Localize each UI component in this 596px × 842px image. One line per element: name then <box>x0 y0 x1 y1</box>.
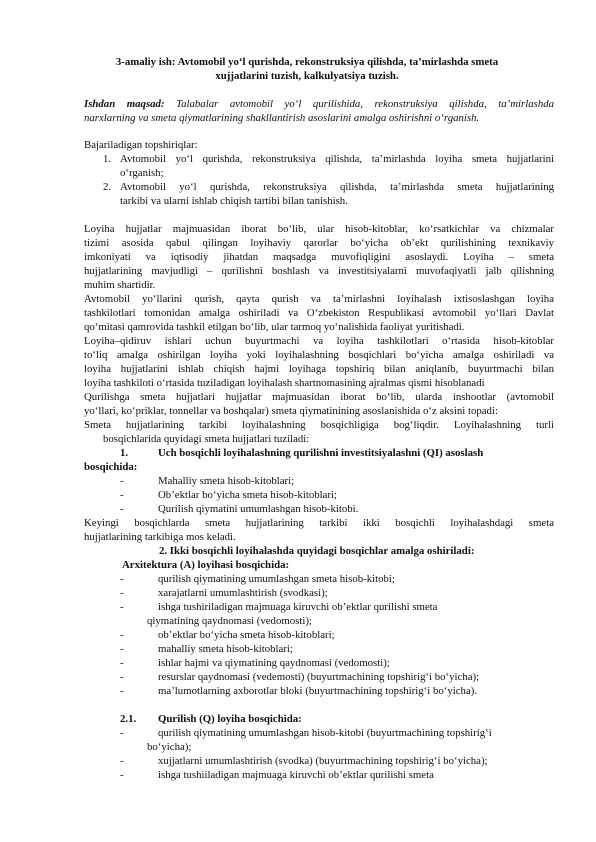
s2-item-6: ishlar hajmi va qiymatining qaydnomasi (vedomosti); <box>158 657 390 669</box>
sub21-item-3-dash: - <box>120 769 124 781</box>
s2-item-3-dash: - <box>120 601 124 613</box>
goal-line-1 <box>84 98 554 111</box>
para2-line-3: qo‘mitasi qamrovida tashkil etilgan bo‘lib, ular tarmoq yo‘nalishida faoliyat yuritishadi. <box>84 321 465 333</box>
goal-text: Talabalar avtomobil yo‘l qurilishida, rekonstruksiya qilishda, ta’mirlashda <box>176 98 555 110</box>
task-2-number: 2. <box>103 181 112 193</box>
section1-item-2: Ob’ektlar bo‘yicha smeta hisob-kitoblari; <box>158 489 337 501</box>
para1-line-3: imkoniyati va iqtisodiy jihatdan maqsadga muvofiqligini asoslaydi. Loyiha – smeta <box>84 251 554 263</box>
title-line-2: xujjatlarini tuzish, kalkulyatsiya tuzish. <box>215 70 399 82</box>
para5-line-1: Smeta hujjatlarining tarkibi loyihalashning bosqichligiga bog‘liqdir. Loyihalashning turli <box>84 419 554 431</box>
para2-line-1: Avtomobil yo‘llarini qurish, qayta qurish va ta’mirlashni loyihalash ixtisoslashgan loyiha <box>84 293 554 305</box>
para4-line-2: yo‘llari, ko‘priklar, tonnellar va boshqalar) smeta qiymatinining asoslanishida o‘z aksini topadi: <box>84 405 498 417</box>
s2-item-2: xarajatlarni umumlashtirish (svodkasi); <box>158 587 328 599</box>
section1-item-1: Mahalliy smeta hisob-kitoblari; <box>158 475 295 487</box>
s2-item-5-dash: - <box>120 643 124 655</box>
section1-item-1-dash: - <box>120 475 124 487</box>
para3-line-1: Loyiha–qidiruv ishlari uchun buyurtmachi va loyiha tashkilotlari o‘rtasida hisob-kitoblar <box>84 335 554 347</box>
s2-item-4: ob’ektlar bo‘yicha smeta hisob-kitoblari; <box>158 629 335 641</box>
section1-title-line-2: bosqichida: <box>84 461 138 473</box>
sub21-item-2: xujjatlarni umumlashtirish (svodka) (buyurtmachining topshirig‘i bo‘yicha); <box>158 755 488 767</box>
tasks-heading: Bajariladigan topshiriqlar: <box>84 139 198 151</box>
s2-item-5: mahalliy smeta hisob-kitoblari; <box>158 643 293 655</box>
s2-item-2-dash: - <box>120 587 124 599</box>
s2-item-3-line-2: qiymatining qaydnomasi (vedomosti); <box>147 615 312 627</box>
para6-line-1: Keyingi bosqichlarda smeta hujjatlarining tarkibi ikki bosqichli loyihalashdagi smeta <box>84 517 554 529</box>
sub21-item-3: ishga tushiiladigan majmuaga kiruvchi ob’ektlar qurilishi smeta <box>158 769 434 781</box>
task-1-number: 1. <box>103 153 112 165</box>
section1-title-line-1: Uch bosqichli loyihalashning qurilishni investitsiyalashni (QI) asoslash <box>158 447 484 459</box>
sub21-item-1-line-1: qurilish qiymatining umumlashgan hisob-kitobi (buyurtmachining topshirig‘i <box>158 727 492 739</box>
section1-item-3-dash: - <box>120 503 124 515</box>
section2-sub-a: Arxitektura (A) loyihasi bosqichida: <box>122 559 290 571</box>
s2-item-7: resurslar qaydnomasi (vedemosti) (buyurtmachining topshirig‘i bo‘yicha); <box>158 671 480 683</box>
goal-line-2: narxlarning va smeta qiymatlarining shakllantirish asoslarini amalga oshirishni o‘rganish. <box>84 112 480 124</box>
s2-item-1: qurilish qiymatining umumlashgan smeta hisob-kitobi; <box>158 573 395 585</box>
sub21-number: 2.1. <box>120 713 137 725</box>
s2-item-8-dash: - <box>120 685 124 697</box>
para3-line-4: loyiha tashkiloti o‘rtasida tuziladigan loyihalash shartnomasining ajralmas qismi hisoblanadi <box>84 377 485 389</box>
para1-line-5: muhim shartidir. <box>84 279 156 291</box>
sub21-title: Qurilish (Q) loyiha bosqichida: <box>158 713 302 725</box>
s2-item-6-dash: - <box>120 657 124 669</box>
task-1-line-1: Avtomobil yo‘l qurishda, rekonstruksiya qilishda, ta’mirlashda loyiha smeta hujjatlarini <box>120 153 554 165</box>
section1-number: 1. <box>120 447 129 459</box>
goal-label: Ishdan maqsad: <box>84 98 165 110</box>
para2-line-2: tashkilotlari tomonidan amalga oshiriladi va O‘zbekiston Respublikasi avtomobil yo‘llari Davlat <box>84 307 554 319</box>
sub21-item-1-line-2: bo‘yicha); <box>147 741 192 753</box>
section1-item-3: Qurilish qiymatini umumlashgan hisob-kitobi. <box>158 503 359 515</box>
s2-item-3-line-1: ishga tushiriladigan majmuaga kiruvchi ob’ektlar qurilishi smeta <box>158 601 438 613</box>
para6-line-2: hujjatlarining tarkibiga mos keladi. <box>84 531 236 543</box>
sub21-item-1-dash: - <box>120 727 124 739</box>
task-2-line-1: Avtomobil yo‘l qurishda, rekonstruksiya qilishda, ta’mirlashda smeta hujjatlarining <box>120 181 554 193</box>
task-2-line-2: tarkibi va ularni ishlab chiqish tartibi bilan tanishish. <box>120 195 348 207</box>
s2-item-1-dash: - <box>120 573 124 585</box>
section1-item-2-dash: - <box>120 489 124 501</box>
para5-line-2: bosqichlarida quyidagi smeta hujjatlari tuziladi: <box>103 433 310 445</box>
s2-item-4-dash: - <box>120 629 124 641</box>
para1-line-1: Loyiha hujjatlar majmuasidan iborat bo‘lib, ular hisob-kitoblar, ko‘rsatkichlar va chizmalar <box>84 223 554 235</box>
para1-line-2: tizimi asosida qabul qilingan loyihaviy qarorlar bo‘yicha ob’ekt qurilishining texnikaviy <box>84 237 554 249</box>
s2-item-7-dash: - <box>120 671 124 683</box>
s2-item-8: ma’lumotlarning axborotlar bloki (buyurtmachining topshirig‘i bo‘yicha). <box>158 685 478 697</box>
para3-line-2: to‘liq amalga oshirilgan loyiha yoki loyihalashning bosqichlari bo‘yicha amalga oshiriladi va <box>84 349 554 361</box>
para1-line-4: hujjatlarining mavjudligi – qurilishni boshlash va investitsiyalarni muvofaqiyatli jalb qilishning <box>84 265 554 277</box>
para4-line-1: Qurilishga smeta hujjatlari hujjatlar majmuasidan iborat bo‘lib, ularda inshootlar (avtomobil <box>84 391 554 403</box>
section2-title: 2. Ikki bosqichli loyihalashda quyidagi bosqichlar amalga oshiriladi: <box>159 545 475 557</box>
para3-line-3: loyiha hujjatlarini ishlab chiqish hajmi loyihaga topshiriq bilan aniqlanib, buyurtmachi bilan <box>84 363 554 375</box>
task-1-line-2: o‘rganish; <box>120 167 164 179</box>
title-line-1: 3-amaliy ish: Avtomobil yo‘l qurishda, rekonstruksiya qilishda, ta’mirlashda smeta <box>115 56 499 68</box>
sub21-item-2-dash: - <box>120 755 124 767</box>
